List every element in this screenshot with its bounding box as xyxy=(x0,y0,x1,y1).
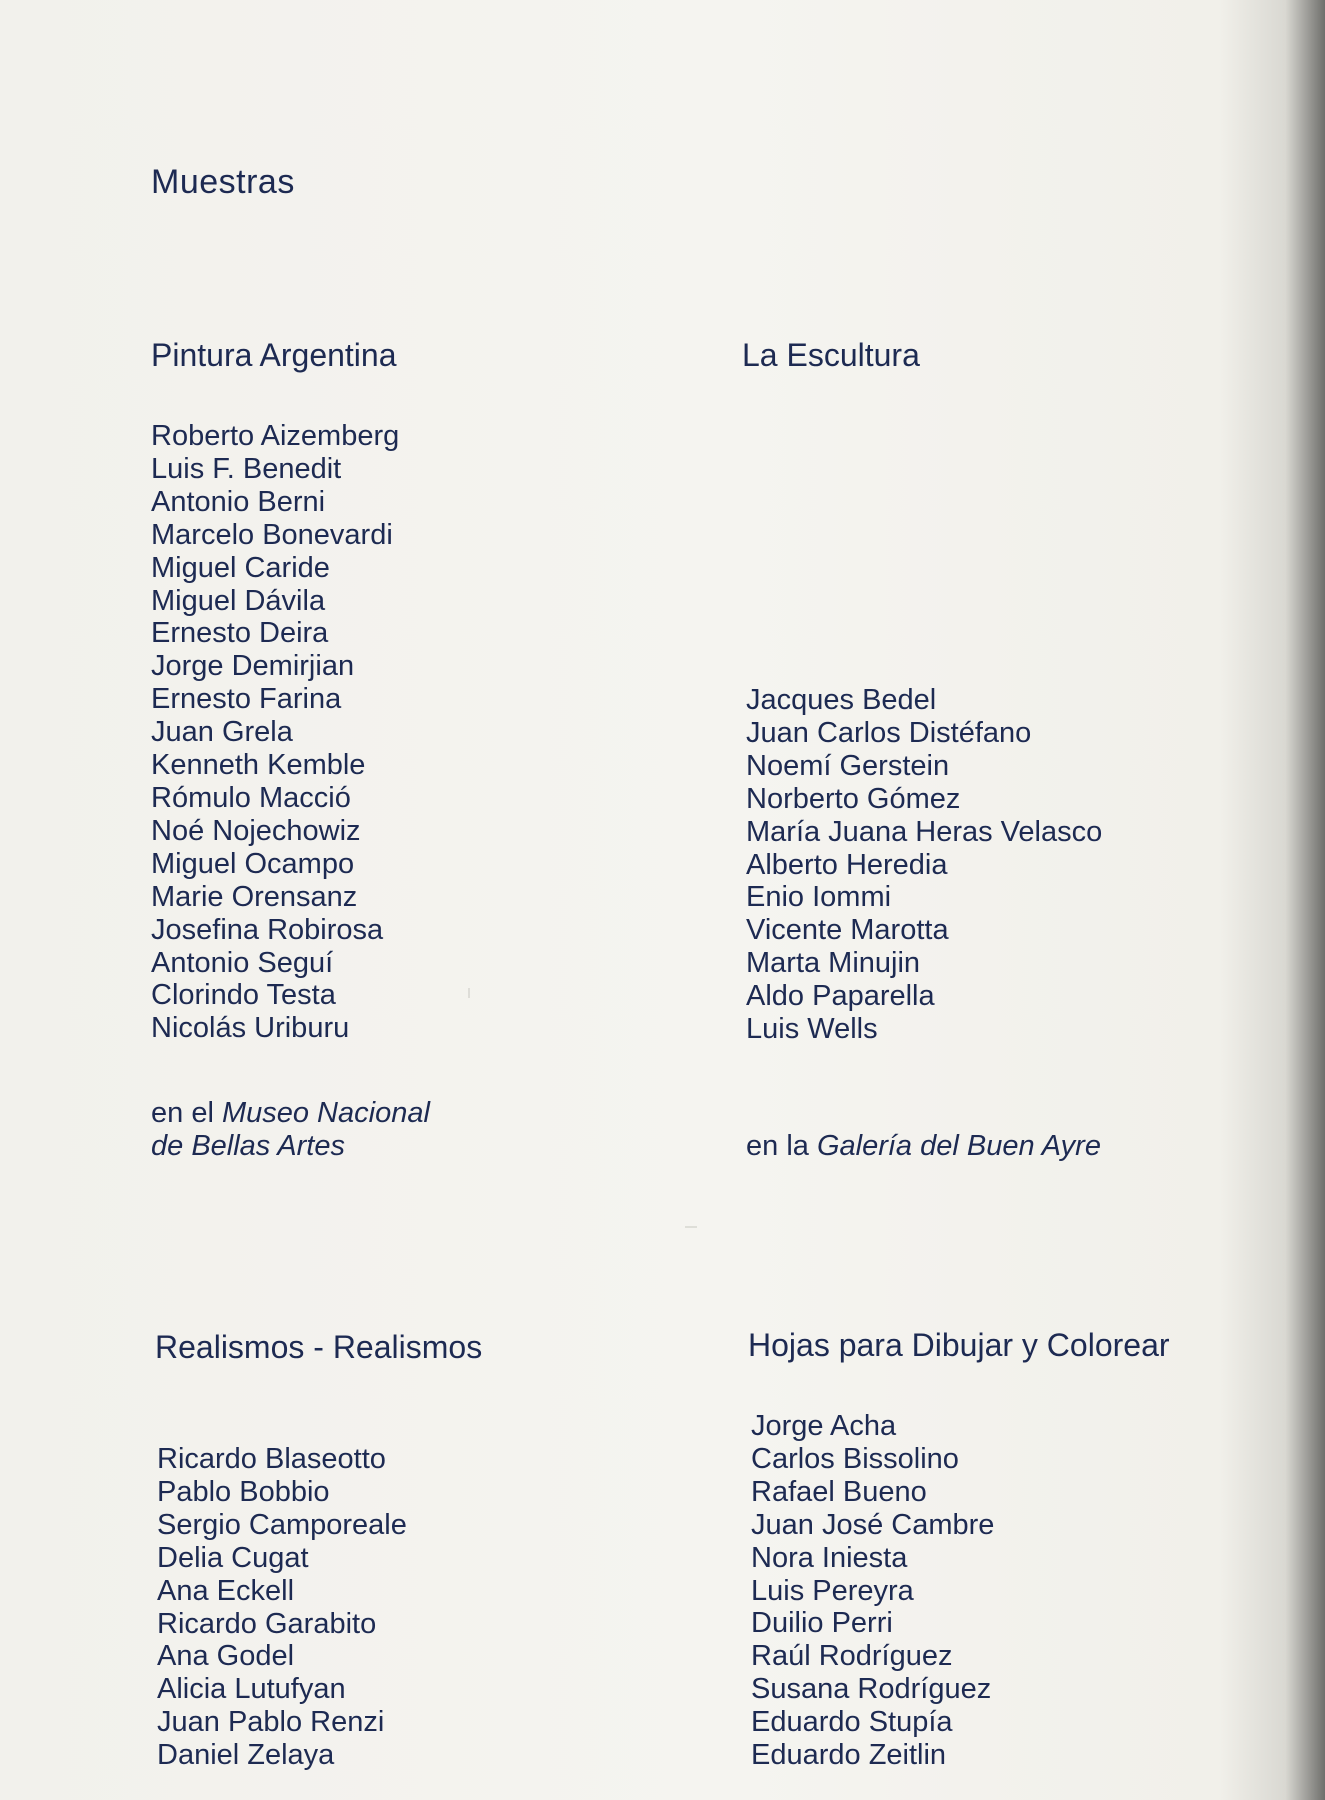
artist-name: Juan Pablo Renzi xyxy=(157,1706,385,1739)
artist-name: Juan José Cambre xyxy=(751,1508,995,1541)
artist-name: Norberto Gómez xyxy=(746,782,961,815)
section-heading-hojas-para-dibujar: Hojas para Dibujar y Colorear xyxy=(748,1327,1170,1363)
artist-name: Jorge Acha xyxy=(751,1410,897,1442)
artist-name: Ricardo Garabito xyxy=(157,1607,377,1640)
section-heading-pintura-argentina: Pintura Argentina xyxy=(151,337,397,373)
artist-name: Nora Iniesta xyxy=(751,1541,908,1574)
artist-name: Juan Carlos Distéfano xyxy=(746,716,1032,749)
venue-galeria-buen-ayre xyxy=(746,1130,1101,1163)
page-title: Muestras xyxy=(151,163,295,201)
artist-name: María Juana Heras Velasco xyxy=(746,815,1103,848)
artist-name: Rómulo Macció xyxy=(151,781,351,814)
artist-name: Marta Minujin xyxy=(746,947,921,980)
artist-name: Roberto Aizemberg xyxy=(151,420,400,452)
artist-name: Ernesto Deira xyxy=(151,617,329,650)
artist-name: Sergio Camporeale xyxy=(157,1508,407,1541)
artist-name: Raúl Rodríguez xyxy=(751,1640,953,1673)
artist-name: Josefina Robirosa xyxy=(151,913,384,946)
artist-list-pintura-argentina xyxy=(151,420,399,1045)
artist-name: Carlos Bissolino xyxy=(751,1442,959,1475)
artist-name: Antonio Seguí xyxy=(151,946,334,979)
artist-name: Daniel Zelaya xyxy=(157,1739,335,1772)
venue-name-line2: de Bellas Artes xyxy=(151,1129,345,1162)
artist-name: Jacques Bedel xyxy=(746,684,937,716)
venue-museo-nacional xyxy=(151,1097,430,1163)
artist-name: Alberto Heredia xyxy=(746,848,948,881)
artist-name: Clorindo Testa xyxy=(151,979,336,1012)
artist-name: Jorge Demirjian xyxy=(151,650,355,683)
venue-prefix: en la xyxy=(746,1130,817,1162)
artist-name: Miguel Dávila xyxy=(151,584,326,617)
artist-name: Ana Godel xyxy=(157,1640,295,1673)
artist-name: Vicente Marotta xyxy=(746,914,949,947)
artist-name: Noé Nojechowiz xyxy=(151,814,361,847)
artist-name: Luis Wells xyxy=(746,1013,878,1046)
artist-list-hojas-para-dibujar xyxy=(751,1410,994,1772)
artist-name: Noemí Gerstein xyxy=(746,749,950,782)
artist-name: Duilio Perri xyxy=(751,1607,893,1640)
section-heading-realismos: Realismos - Realismos xyxy=(155,1329,483,1365)
artist-name: Delia Cugat xyxy=(157,1541,309,1574)
artist-name: Ana Eckell xyxy=(157,1574,295,1607)
artist-name: Marie Orensanz xyxy=(151,880,358,913)
artist-name: Luis F. Benedit xyxy=(151,452,342,485)
artist-name: Ernesto Farina xyxy=(151,683,342,716)
venue-prefix: en el xyxy=(151,1097,222,1129)
artist-name: Marcelo Bonevardi xyxy=(151,518,393,551)
artist-name: Miguel Caride xyxy=(151,551,330,584)
artist-name: Rafael Bueno xyxy=(751,1475,927,1508)
artist-name: Luis Pereyra xyxy=(751,1574,914,1607)
artist-list-la-escultura xyxy=(746,684,1102,1046)
artist-name: Alicia Lutufyan xyxy=(157,1673,346,1706)
artist-name: Juan Grela xyxy=(151,716,293,749)
artist-name: Nicolás Uriburu xyxy=(151,1012,350,1045)
artist-name: Ricardo Blaseotto xyxy=(157,1443,386,1475)
artist-name: Miguel Ocampo xyxy=(151,847,355,880)
artist-name: Susana Rodríguez xyxy=(751,1673,992,1706)
artist-name: Pablo Bobbio xyxy=(157,1475,330,1508)
paper-speck xyxy=(685,1226,697,1228)
artist-name: Enio Iommi xyxy=(746,881,892,914)
artist-name: Kenneth Kemble xyxy=(151,749,366,782)
artist-list-realismos xyxy=(157,1443,407,1772)
artist-name: Antonio Berni xyxy=(151,485,326,518)
paper-speck xyxy=(468,988,470,998)
venue-name-line1: Museo Nacional xyxy=(221,1097,430,1129)
artist-name: Eduardo Stupía xyxy=(751,1706,953,1739)
venue-name: Galería del Buen Ayre xyxy=(816,1130,1101,1162)
artist-name: Aldo Paparella xyxy=(746,980,935,1013)
section-heading-la-escultura: La Escultura xyxy=(742,337,920,373)
artist-name: Eduardo Zeitlin xyxy=(751,1739,947,1772)
